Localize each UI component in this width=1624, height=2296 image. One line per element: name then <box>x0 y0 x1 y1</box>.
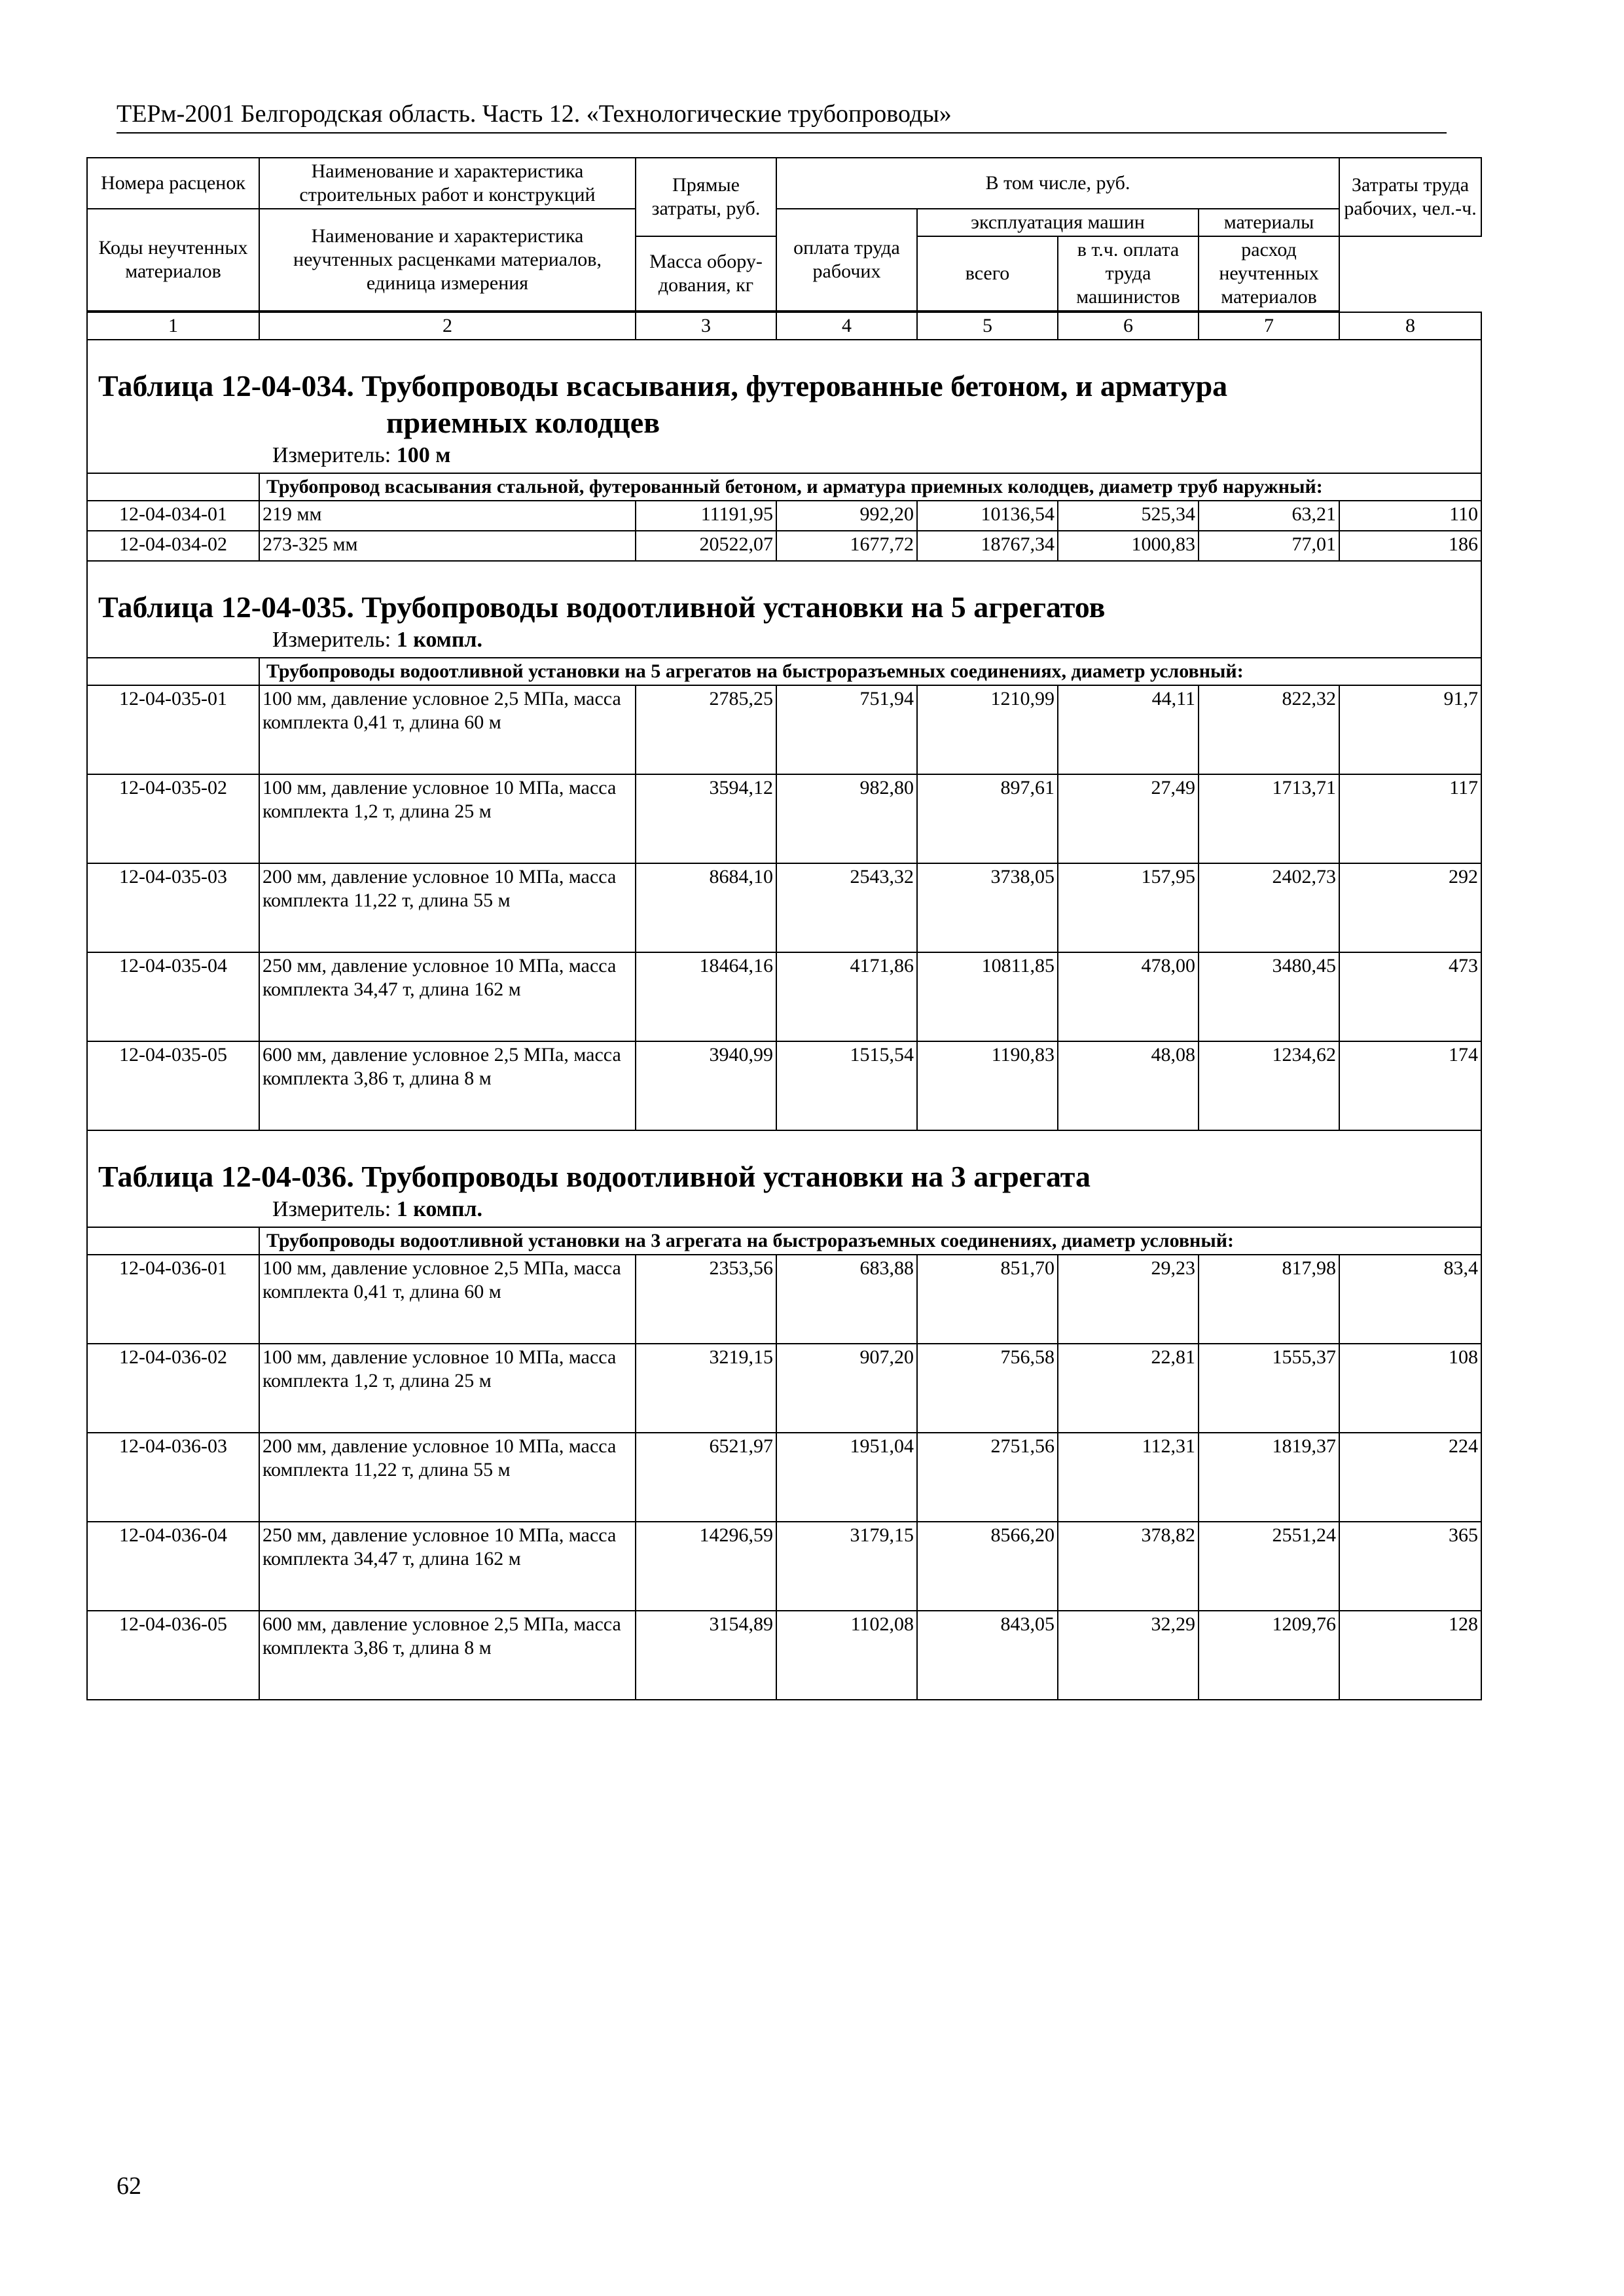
col-number: 5 <box>917 312 1058 340</box>
workers-pay: 3179,15 <box>776 1522 917 1611</box>
rate-name: 100 мм, давление условное 2,5 МПа, масса комплекта 0,41 т, длина 60 м <box>259 1255 636 1344</box>
direct-costs: 3940,99 <box>636 1041 776 1130</box>
direct-costs: 3219,15 <box>636 1344 776 1433</box>
machines-total: 2751,56 <box>917 1433 1058 1522</box>
header-equipment-mass: Масса обору-дования, кг <box>636 236 776 311</box>
machines-total: 10136,54 <box>917 501 1058 531</box>
materials: 1234,62 <box>1199 1041 1339 1130</box>
operators-pay: 525,34 <box>1058 501 1199 531</box>
section-title: Таблица 12-04-035. Трубопроводы водоотливной установки на 5 агрегатов <box>98 590 1106 624</box>
labor-costs: 174 <box>1339 1041 1481 1130</box>
rates-table <box>86 157 1482 1700</box>
section-12-04-036 <box>87 1130 1481 1700</box>
measure-label: Измеритель: <box>272 1197 391 1221</box>
workers-pay: 751,94 <box>776 685 917 774</box>
rate-name: 250 мм, давление условное 10 МПа, масса комплекта 34,47 т, длина 162 м <box>259 1522 636 1611</box>
machines-total: 843,05 <box>917 1611 1058 1700</box>
materials: 2402,73 <box>1199 863 1339 952</box>
direct-costs: 20522,07 <box>636 531 776 561</box>
section-title: Таблица 12-04-036. Трубопроводы водоотливной установки на 3 агрегата <box>98 1160 1091 1193</box>
header-unaccounted-materials: расход неучтенных материалов <box>1199 236 1339 311</box>
materials: 77,01 <box>1199 531 1339 561</box>
table-row <box>87 952 1481 1041</box>
header-operators-pay: в т.ч. оплата труда машинистов <box>1058 236 1199 311</box>
table-row <box>87 1255 1481 1344</box>
rate-code: 12-04-036-05 <box>87 1611 259 1700</box>
rate-name: 600 мм, давление условное 2,5 МПа, масса комплекта 3,86 т, длина 8 м <box>259 1041 636 1130</box>
labor-costs: 83,4 <box>1339 1255 1481 1344</box>
machines-total: 3738,05 <box>917 863 1058 952</box>
workers-pay: 4171,86 <box>776 952 917 1041</box>
rate-code: 12-04-036-01 <box>87 1255 259 1344</box>
page-number: 62 <box>117 2172 141 2200</box>
measure-value: 1 компл. <box>396 628 483 652</box>
header-machines: эксплуатация машин <box>917 209 1199 236</box>
labor-costs: 224 <box>1339 1433 1481 1522</box>
table-row <box>87 1433 1481 1522</box>
materials: 817,98 <box>1199 1255 1339 1344</box>
section-12-04-035 <box>87 561 1481 1130</box>
direct-costs: 3154,89 <box>636 1611 776 1700</box>
rate-name: 219 мм <box>259 501 636 531</box>
operators-pay: 44,11 <box>1058 685 1199 774</box>
document-header: ТЕРм-2001 Белгородская область. Часть 12. «Технологические трубопроводы» <box>117 98 1447 134</box>
rate-name: 100 мм, давление условное 2,5 МПа, масса комплекта 0,41 т, длина 60 м <box>259 685 636 774</box>
machines-total: 897,61 <box>917 774 1058 863</box>
direct-costs: 2785,25 <box>636 685 776 774</box>
direct-costs: 2353,56 <box>636 1255 776 1344</box>
labor-costs: 110 <box>1339 501 1481 531</box>
materials: 1555,37 <box>1199 1344 1339 1433</box>
rate-code: 12-04-034-02 <box>87 531 259 561</box>
materials: 3480,45 <box>1199 952 1339 1041</box>
labor-costs: 473 <box>1339 952 1481 1041</box>
operators-pay: 22,81 <box>1058 1344 1199 1433</box>
workers-pay: 907,20 <box>776 1344 917 1433</box>
measure-value: 100 м <box>396 443 451 467</box>
header-total: всего <box>917 236 1058 311</box>
workers-pay: 1951,04 <box>776 1433 917 1522</box>
section-subheader: Трубопровод всасывания стальной, футерованный бетоном, и арматура приемных колодцев, диаметр труб наружный: <box>259 473 1481 501</box>
section-title-line: Таблица 12-04-034. Трубопроводы всасывания, футерованные бетоном, и арматура <box>98 369 1228 403</box>
rate-code: 12-04-035-04 <box>87 952 259 1041</box>
rate-name: 100 мм, давление условное 10 МПа, масса комплекта 1,2 т, длина 25 м <box>259 774 636 863</box>
materials: 63,21 <box>1199 501 1339 531</box>
section-measure <box>88 626 1481 657</box>
col-number: 6 <box>1058 312 1199 340</box>
machines-total: 851,70 <box>917 1255 1058 1344</box>
rate-code: 12-04-035-01 <box>87 685 259 774</box>
header-including: В том числе, руб. <box>776 158 1339 209</box>
rate-name: 250 мм, давление условное 10 МПа, масса комплекта 34,47 т, длина 162 м <box>259 952 636 1041</box>
operators-pay: 157,95 <box>1058 863 1199 952</box>
materials: 1713,71 <box>1199 774 1339 863</box>
machines-total: 756,58 <box>917 1344 1058 1433</box>
materials: 1209,76 <box>1199 1611 1339 1700</box>
workers-pay: 1102,08 <box>776 1611 917 1700</box>
table-row <box>87 774 1481 863</box>
table-row <box>87 501 1481 531</box>
materials: 822,32 <box>1199 685 1339 774</box>
machines-total: 1210,99 <box>917 685 1058 774</box>
header-workers-pay: оплата труда рабочих <box>776 209 917 311</box>
rate-code: 12-04-036-02 <box>87 1344 259 1433</box>
labor-costs: 117 <box>1339 774 1481 863</box>
materials: 1819,37 <box>1199 1433 1339 1522</box>
measure-value: 1 компл. <box>396 1197 483 1221</box>
table-row <box>87 1611 1481 1700</box>
direct-costs: 8684,10 <box>636 863 776 952</box>
header-materials: материалы <box>1199 209 1339 236</box>
workers-pay: 1515,54 <box>776 1041 917 1130</box>
table-header <box>87 158 1481 340</box>
table-row <box>87 1041 1481 1130</box>
operators-pay: 29,23 <box>1058 1255 1199 1344</box>
labor-costs: 365 <box>1339 1522 1481 1611</box>
col-number: 3 <box>636 312 776 340</box>
direct-costs: 18464,16 <box>636 952 776 1041</box>
section-12-04-034 <box>87 340 1481 561</box>
section-measure <box>88 441 1481 473</box>
table-row <box>87 1344 1481 1433</box>
rate-name: 200 мм, давление условное 10 МПа, масса комплекта 11,22 т, длина 55 м <box>259 863 636 952</box>
labor-costs: 292 <box>1339 863 1481 952</box>
section-subheader: Трубопроводы водоотливной установки на 3 агрегата на быстроразъемных соединениях, диаметр условный: <box>259 1227 1481 1255</box>
labor-costs: 186 <box>1339 531 1481 561</box>
measure-label: Измеритель: <box>272 443 391 467</box>
section-measure <box>88 1195 1481 1227</box>
rate-name: 273-325 мм <box>259 531 636 561</box>
table-row <box>87 1522 1481 1611</box>
section-subheader: Трубопроводы водоотливной установки на 5 агрегатов на быстроразъемных соединениях, диаметр условный: <box>259 658 1481 685</box>
rate-name: 200 мм, давление условное 10 МПа, масса комплекта 11,22 т, длина 55 м <box>259 1433 636 1522</box>
operators-pay: 112,31 <box>1058 1433 1199 1522</box>
workers-pay: 982,80 <box>776 774 917 863</box>
workers-pay: 1677,72 <box>776 531 917 561</box>
machines-total: 1190,83 <box>917 1041 1058 1130</box>
rate-code: 12-04-035-02 <box>87 774 259 863</box>
direct-costs: 11191,95 <box>636 501 776 531</box>
machines-total: 18767,34 <box>917 531 1058 561</box>
col-number: 2 <box>259 312 636 340</box>
machines-total: 10811,85 <box>917 952 1058 1041</box>
materials: 2551,24 <box>1199 1522 1339 1611</box>
operators-pay: 27,49 <box>1058 774 1199 863</box>
rate-code: 12-04-036-03 <box>87 1433 259 1522</box>
labor-costs: 128 <box>1339 1611 1481 1700</box>
direct-costs: 6521,97 <box>636 1433 776 1522</box>
header-labor-costs: Затраты труда рабочих, чел.-ч. <box>1339 158 1481 236</box>
header-direct-costs: Прямые затраты, руб. <box>636 158 776 236</box>
rate-code: 12-04-034-01 <box>87 501 259 531</box>
table-row <box>87 863 1481 952</box>
header-material-codes: Коды неучтенных материалов <box>87 209 259 311</box>
col-number: 1 <box>87 312 259 340</box>
rate-code: 12-04-036-04 <box>87 1522 259 1611</box>
labor-costs: 108 <box>1339 1344 1481 1433</box>
operators-pay: 378,82 <box>1058 1522 1199 1611</box>
section-title-line: приемных колодцев <box>386 406 660 439</box>
direct-costs: 3594,12 <box>636 774 776 863</box>
direct-costs: 14296,59 <box>636 1522 776 1611</box>
header-rate-numbers: Номера расценок <box>87 158 259 209</box>
workers-pay: 683,88 <box>776 1255 917 1344</box>
rate-name: 600 мм, давление условное 2,5 МПа, масса комплекта 3,86 т, длина 8 м <box>259 1611 636 1700</box>
section-title <box>88 340 1481 441</box>
header-material-name: Наименование и характеристика неучтенных расценками материалов, единица измерения <box>259 209 636 311</box>
operators-pay: 1000,83 <box>1058 531 1199 561</box>
rate-name: 100 мм, давление условное 10 МПа, масса комплекта 1,2 т, длина 25 м <box>259 1344 636 1433</box>
operators-pay: 478,00 <box>1058 952 1199 1041</box>
table-row <box>87 685 1481 774</box>
rate-code: 12-04-035-05 <box>87 1041 259 1130</box>
operators-pay: 48,08 <box>1058 1041 1199 1130</box>
labor-costs: 91,7 <box>1339 685 1481 774</box>
col-number: 8 <box>1339 312 1481 340</box>
machines-total: 8566,20 <box>917 1522 1058 1611</box>
header-work-name: Наименование и характеристика строительных работ и конструкций <box>259 158 636 209</box>
workers-pay: 2543,32 <box>776 863 917 952</box>
workers-pay: 992,20 <box>776 501 917 531</box>
table-row <box>87 531 1481 561</box>
rate-code: 12-04-035-03 <box>87 863 259 952</box>
measure-label: Измеритель: <box>272 628 391 652</box>
operators-pay: 32,29 <box>1058 1611 1199 1700</box>
col-number: 4 <box>776 312 917 340</box>
col-number: 7 <box>1199 312 1339 340</box>
